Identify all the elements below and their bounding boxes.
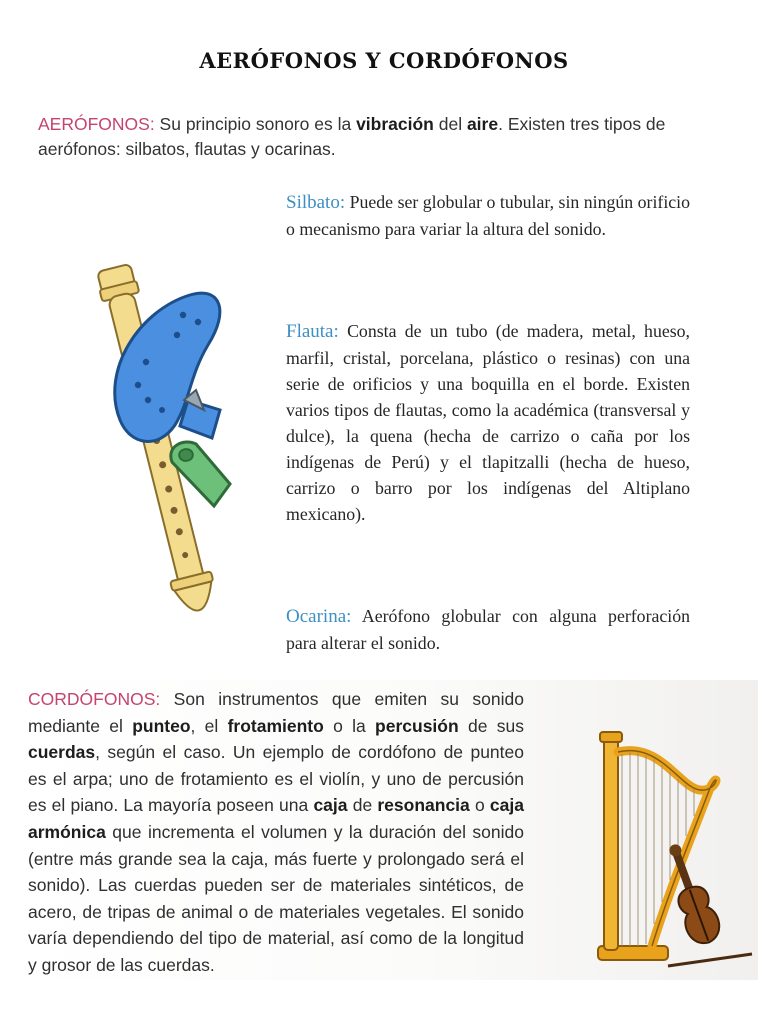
text-run: Son instrumentos que emiten su sonido mediante el <box>28 689 524 736</box>
bold-term: frotamiento <box>227 715 324 736</box>
bold-term: caja armónica <box>28 795 524 842</box>
text-run: de sus <box>458 715 524 736</box>
bold-term: resonancia <box>377 795 470 816</box>
text-run: o la <box>323 715 376 736</box>
violin-bow <box>668 954 752 966</box>
text-run: , según el caso. Un ejemplo de cordófono de punteo es el arpa; uno de frotamiento es el violín, y uno de percusión es el piano. La mayoría poseen una <box>28 742 524 816</box>
ocarina-term: Ocarina: <box>286 606 352 627</box>
text-run: . Existen tres tipos de aerófonos: silbatos, flautas y ocarinas. <box>38 114 666 159</box>
aerofonos-heading: AERÓFONOS: <box>38 114 155 134</box>
silbato-description <box>286 189 690 242</box>
text-run: Aerófono globular con alguna perforación para alterar el sonido. <box>286 606 690 653</box>
bold-term: cuerdas <box>28 742 96 763</box>
bold-term: punteo <box>132 715 191 736</box>
cordofonos-heading: CORDÓFONOS: <box>28 689 161 709</box>
text-run: Consta de un tubo (de madera, metal, hueso, marfil, cristal, porcelana, plástico o resinas) con una serie de orificios y una boquilla en el borde. Existen varios tipos de flautas, como la académica (transversal y dulce), la quena (hecha de carrizo o caña por los indígenas de Perú) y el tlapitzalli (hecha de hueso, carrizo o barro por los indígenas del Altiplano mexicano). <box>286 321 690 524</box>
flauta-description <box>286 318 690 527</box>
text-run: de <box>347 795 378 816</box>
text-run: , el <box>190 715 228 736</box>
bold-term: vibración <box>356 114 434 134</box>
text-run: Su principio sonoro es la <box>154 114 357 134</box>
ocarina-description <box>286 603 690 656</box>
text-run: o <box>469 795 490 816</box>
bold-term: aire <box>466 114 499 134</box>
silbato-term: Silbato: <box>286 192 346 213</box>
string-instruments-illustration <box>590 728 755 978</box>
text-run: Puede ser globular o tubular, sin ningún orificio o mecanismo para variar la altura del sonido. <box>286 192 690 239</box>
bold-term: percusión <box>375 715 459 736</box>
text-run: del <box>433 114 467 134</box>
flauta-term: Flauta: <box>286 321 339 342</box>
bold-term: caja <box>313 795 348 816</box>
aerofonos-intro <box>38 112 698 162</box>
wind-instruments-illustration <box>80 250 270 650</box>
cordofonos-description <box>28 686 524 979</box>
page-title: AERÓFONOS Y CORDÓFONOS <box>199 48 569 73</box>
text-run: que incrementa el volumen y la duración del sonido (entre más grande sea la caja, más fuerte y prolongado será el sonido). Las cuerdas pueden ser de materiales sintéticos, de acero, de tripas de animal o de materiales vegetales. El sonido varía dependiendo del tipo de material, así como de la longitud y grosor de las cuerdas. <box>28 821 524 975</box>
